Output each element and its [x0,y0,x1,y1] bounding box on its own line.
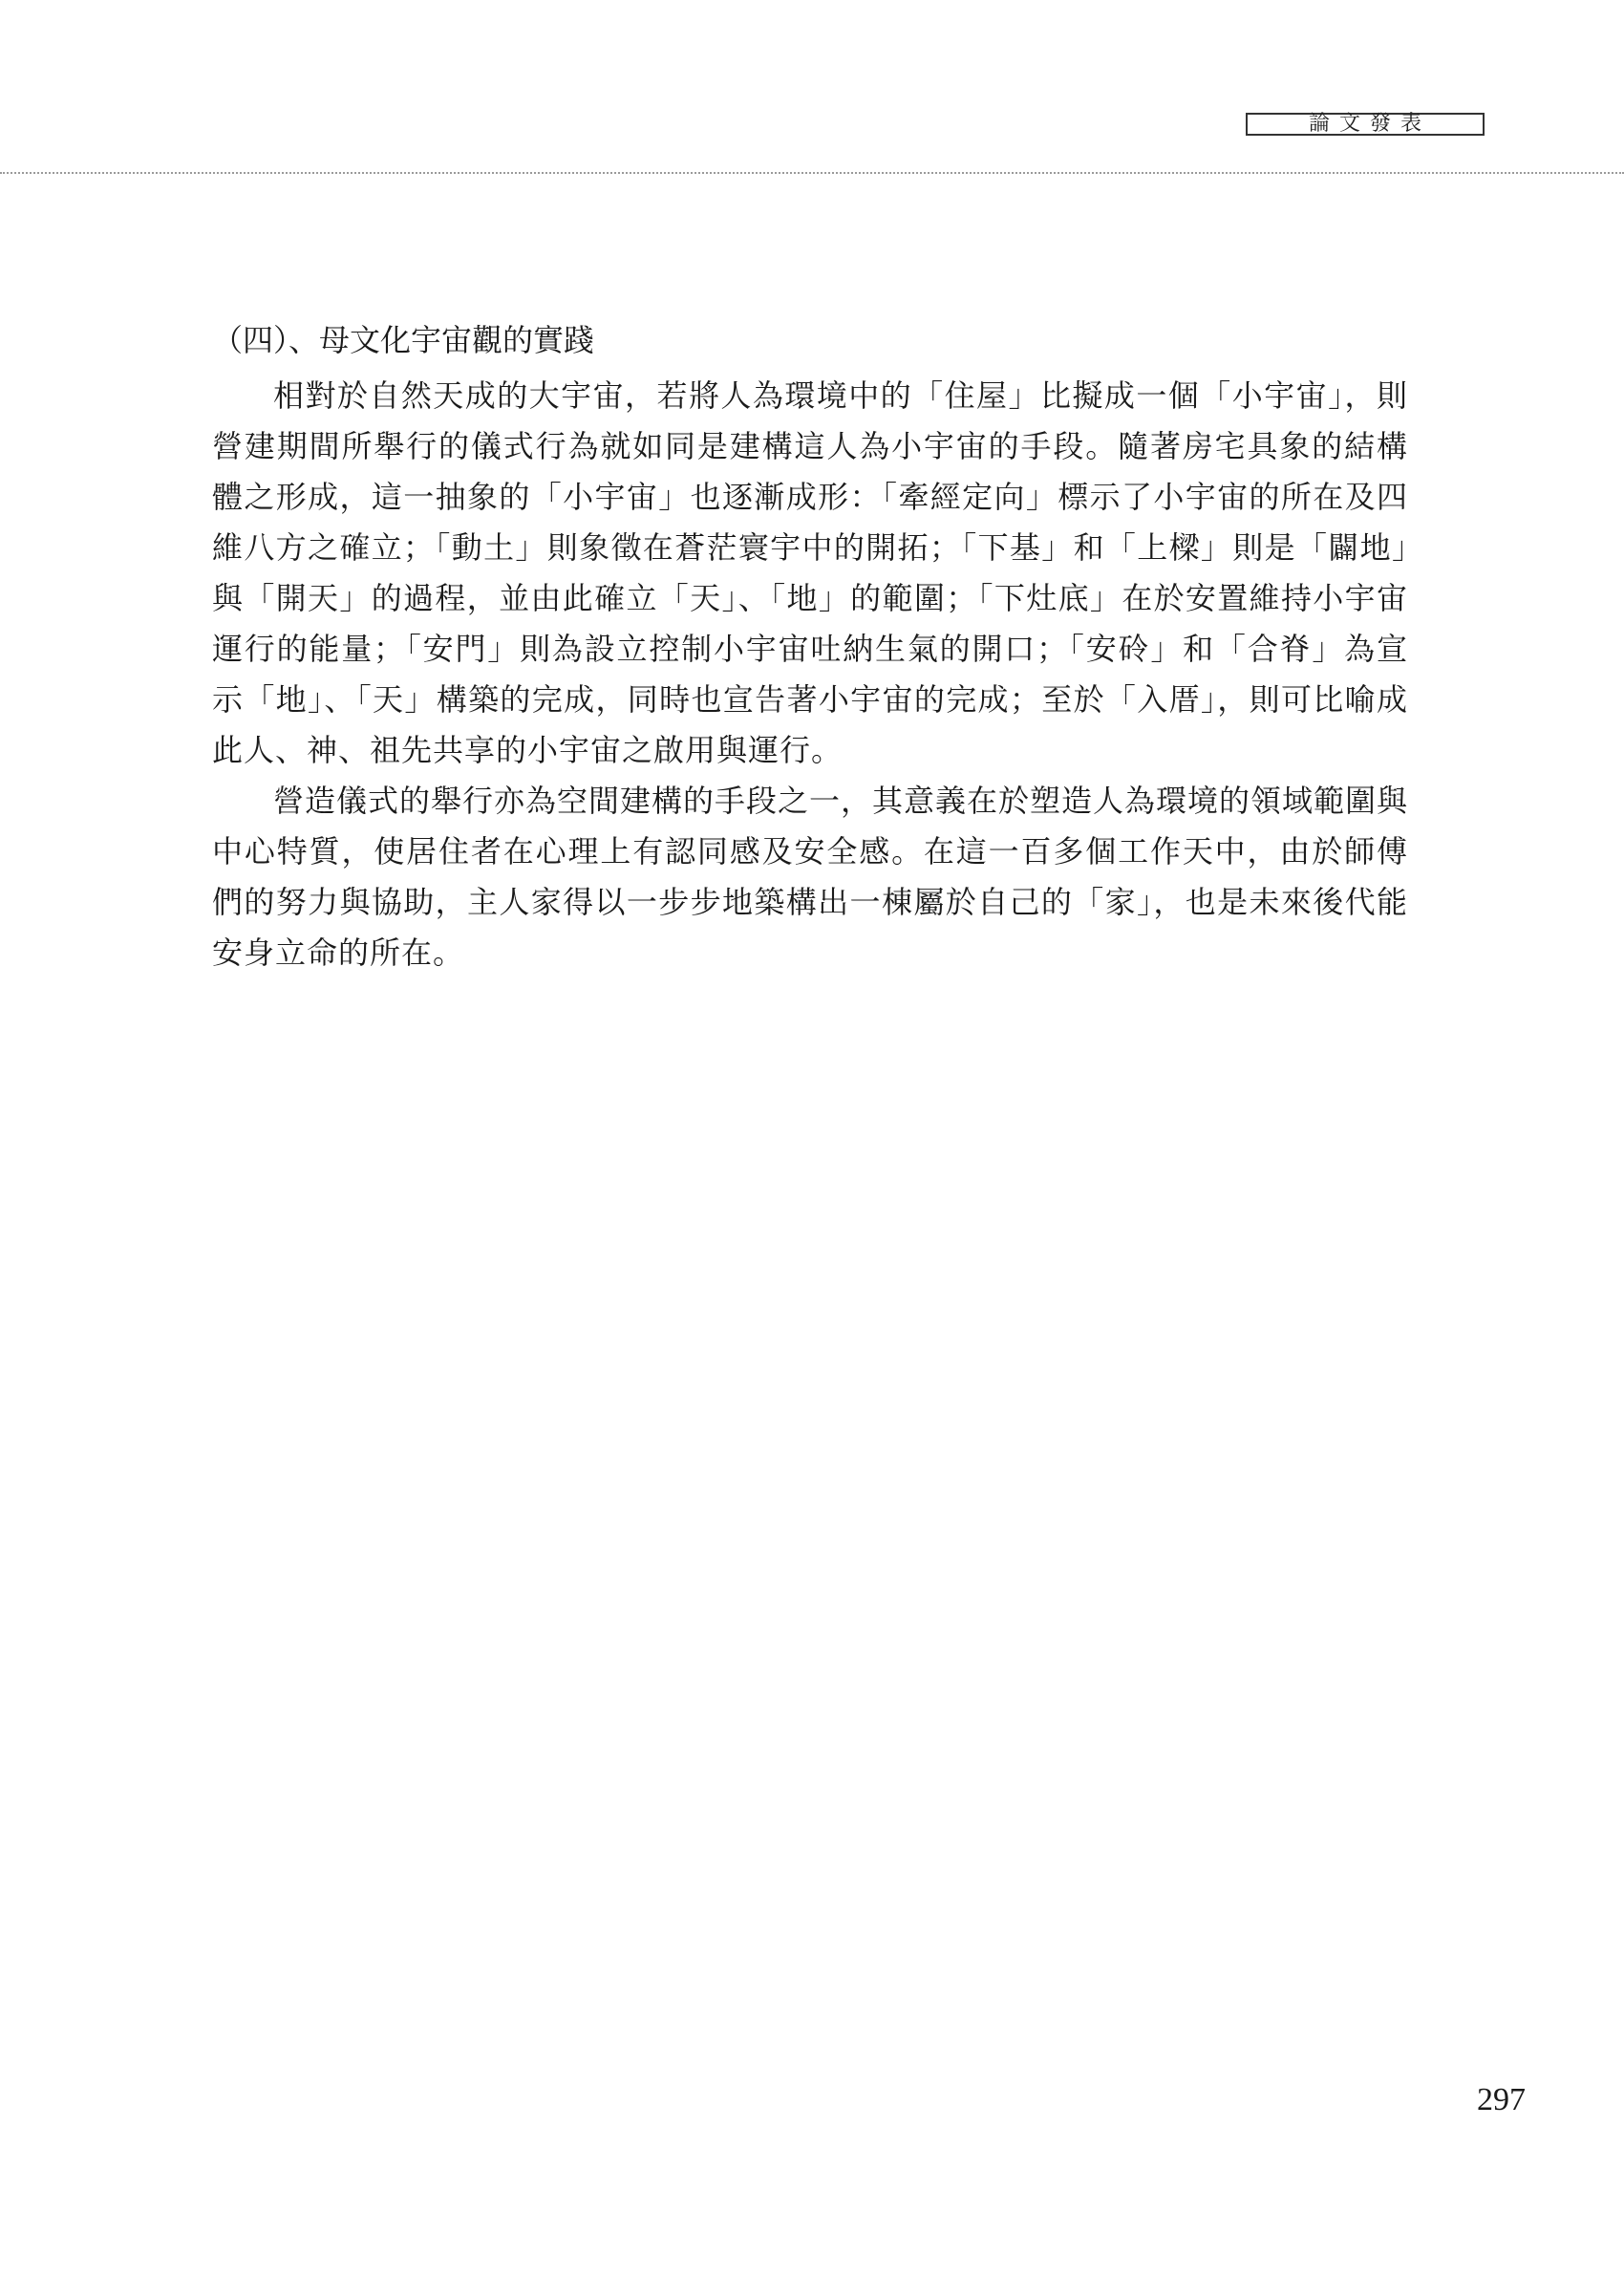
header-divider [0,172,1624,174]
section-tag: 論文發表 [1246,113,1485,136]
page-number: 297 [1477,2082,1526,2117]
paragraph: 營造儀式的舉行亦為空間建構的手段之一，其意義在於塑造人為環境的領域範圍與中心特質，使居住者在心理上有認同感及安全感。在這一百多個工作天中，由於師傅們的努力與協助，主人家得以一步步地築構出一棟屬於自己的「家」，也是未來後代能安身立命的所在。 [212,783,1409,971]
paragraph: 相對於自然天成的大宇宙，若將人為環境中的「住屋」比擬成一個「小宇宙」，則營建期間所舉行的儀式行為就如同是建構這人為小宇宙的手段。隨著房宅具象的結構體之形成，這一抽象的「小宇宙」也逐漸成形：「牽經定向」標示了小宇宙的所在及四維八方之確立；「動土」則象徵在蒼茫寰宇中的開拓；「下基」和「上樑」則是「闢地」與「開天」的過程，並由此確立「天」、「地」的範圍；「下灶底」在於安置維持小宇宙運行的能量；「安門」則為設立控制小宇宙吐納生氣的開口；「安砱」和「合脊」為宣示「地」、「天」構築的完成，同時也宣告著小宇宙的完成；至於「入厝」，則可比喻成此人、神、祖先共享的小宇宙之啟用與運行。 [212,377,1408,768]
body-text [212,371,1408,978]
section-heading: （四）、母文化宇宙觀的實踐 [212,322,595,358]
